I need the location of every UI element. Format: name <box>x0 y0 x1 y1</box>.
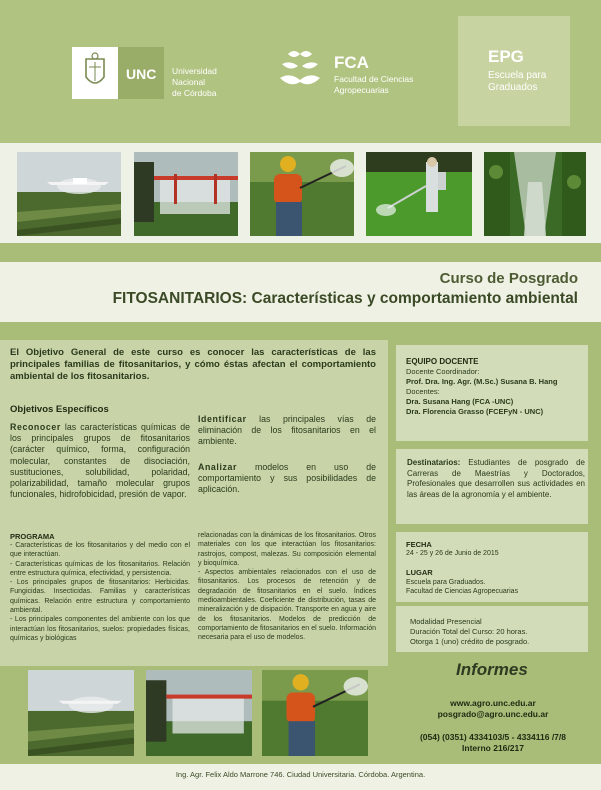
docente-name: Dra. Susana Hang (FCA -UNC) <box>406 397 514 406</box>
tractor-boom-photo-bottom <box>146 670 252 756</box>
reconocer-text: las características químicas de los principales grupos de fitosanitarios (carácter químico, forma, configuración molecular, constantes de disociación, sustituciones, solubilidad, polaridad, polarizabilidad, tamaño molecular grupos funcionales, hidrofobicidad, presión de vapor. <box>10 422 190 500</box>
programa-column-left <box>10 541 190 643</box>
programa-item: - Los principales grupos de fitosanitarios: Herbicidas. Fungicidas. Insecticidas. Familias y características químicas. Relación entre estructura y comportamiento ambiental. <box>10 579 190 615</box>
analizar-keyword: Analizar <box>198 462 238 472</box>
objetivos-especificos-title: Objetivos Específicos <box>10 404 109 415</box>
objetivo-text: El <box>10 347 26 358</box>
informes-interno: Interno 216/217 <box>462 743 524 753</box>
docente-name: Dra. Florencia Grasso (FCEFyN - UNC) <box>406 407 544 416</box>
course-title <box>20 290 578 308</box>
programa-item: - Aspectos ambientales relacionados con el uso de fitosanitarios. Los procesos de retención y de degradación de fitosanitarios en el suelo. Índices medioambientales. Coeficiente de distribución, tasas de mineralización y de disipación. Transporte en agua y aire de los fitosanitarios. Modelos de predicción de comportamiento de fitosanitarios en el suelo. Información necesaria para el uso de modelos. <box>198 569 376 642</box>
epg-name-line: Graduados <box>488 82 538 93</box>
lugar-line: Facultad de Ciencias Agropecuarias <box>406 588 519 595</box>
unc-name-line: Universidad <box>172 66 217 76</box>
identificar-keyword: Identificar <box>198 414 247 424</box>
equipo-lines <box>406 367 557 417</box>
identificar-text: las principales vías de eliminación de los fitosanitarios en el ambiente. <box>198 414 376 447</box>
sprayer-plane-photo <box>17 152 121 236</box>
field-spraying-photo <box>366 152 472 236</box>
coordinador-name: Prof. Dra. Ing. Agr. (M.Sc.) Susana B. Hang <box>406 377 558 386</box>
greenhouse-spraying-photo <box>484 152 586 236</box>
modalidad-line: Otorga 1 (uno) crédito de posgrado. <box>410 637 530 646</box>
lugar-lines <box>406 578 518 596</box>
lugar-line: Escuela para Graduados. <box>406 579 486 586</box>
programa-item: - Los principales componentes del ambiente con los que interactúan los fitosanitarios, suelos: propiedades físicas, químicas y biológicas <box>10 616 190 642</box>
tractor-boom-photo <box>134 152 238 236</box>
objetivo-identificar <box>198 414 376 448</box>
objetivo-analizar <box>198 462 376 496</box>
equipo-title: EQUIPO DOCENTE <box>406 357 479 366</box>
coordinador-label: Docente Coordinador: <box>406 367 480 376</box>
epg-name-line: Escuela para <box>488 70 547 81</box>
programa-item: - Características químicas de los fitosanitarios. Relación entre estructura química, efectividad, y persistencia. <box>10 560 190 577</box>
objetivo-text: de este curso es conocer las características de las principales familias de fitosanitarios, y cómo éstas afectan el comportamiento ambiental de los fitosanitarios. <box>10 347 376 382</box>
course-title-bold: FITOSANITARIOS <box>112 290 243 307</box>
fca-name <box>334 74 413 96</box>
course-title-rest: : Características y comportamiento ambiental <box>242 290 578 307</box>
objetivo-reconocer <box>10 422 190 500</box>
unc-name-line: Nacional <box>172 77 206 87</box>
analizar-text: modelos en uso de comportamiento y sus posibilidades de aplicación. <box>198 462 376 495</box>
programa-item: - Características de los fitosanitarios y del medio con el que interactúan. <box>10 542 190 559</box>
unc-name-line: de Córdoba <box>172 88 217 98</box>
destinatarios-label: Destinatarios: <box>407 458 461 467</box>
lugar-title: LUGAR <box>406 568 433 577</box>
reconocer-keyword: Reconocer <box>10 422 61 432</box>
fca-name-line: Facultad de Ciencias <box>334 74 414 84</box>
fca-label: FCA <box>334 53 369 72</box>
fecha-value: 24 - 25 y 26 de Junio de 2015 <box>406 550 499 557</box>
objetivo-general <box>10 347 376 383</box>
programa-item: relacionadas con la dinámicas de los fitosanitarios. Otros materiales con los que interactúan los fitosanitarios: rastrojos, compost, malezas. Su composición elemental y bioquímica. <box>198 532 376 567</box>
fca-name-line: Agropecuarias <box>334 85 389 95</box>
fecha-title: FECHA <box>406 540 432 549</box>
destinatarios-body: Estudiantes de posgrado de Carreras de Maestrías y Doctorados, Profesionales que desarrollen sus actividades en las áreas de la agronomía y el ambiente. <box>407 458 585 499</box>
modalidad-lines <box>410 617 529 647</box>
informes-email-link[interactable]: posgrado@agro.unc.edu.ar <box>437 709 549 719</box>
informes-phone: (054) (0351) 4334103/5 - 4334116 /7/8 <box>419 732 567 742</box>
backpack-sprayer-photo-bottom <box>262 670 368 756</box>
destinatarios-text <box>407 458 585 500</box>
course-kind: Curso de Posgrado <box>439 270 578 287</box>
informes-title: Informes <box>456 660 528 679</box>
backpack-sprayer-photo <box>250 152 354 236</box>
objetivo-keyword: Objetivo General <box>25 347 107 358</box>
programa-title: PROGRAMA <box>10 532 55 541</box>
modalidad-line: Modalidad Presencial <box>410 617 482 626</box>
unc-name <box>172 66 217 99</box>
sprayer-plane-photo-bottom <box>28 670 134 756</box>
epg-name <box>488 70 546 94</box>
modalidad-line: Duración Total del Curso: 20 horas. <box>410 627 528 636</box>
docentes-label: Docentes: <box>406 387 440 396</box>
footer-address: Ing. Agr. Felix Aldo Marrone 746. Ciudad Universitaria. Córdoba. Argentina. <box>175 770 426 779</box>
programa-column-right <box>198 531 376 643</box>
epg-label: EPG <box>488 47 524 66</box>
unc-logo-label: UNC <box>126 66 157 82</box>
fca-logo <box>276 48 324 92</box>
informes-website-link[interactable]: www.agro.unc.edu.ar <box>450 698 536 708</box>
